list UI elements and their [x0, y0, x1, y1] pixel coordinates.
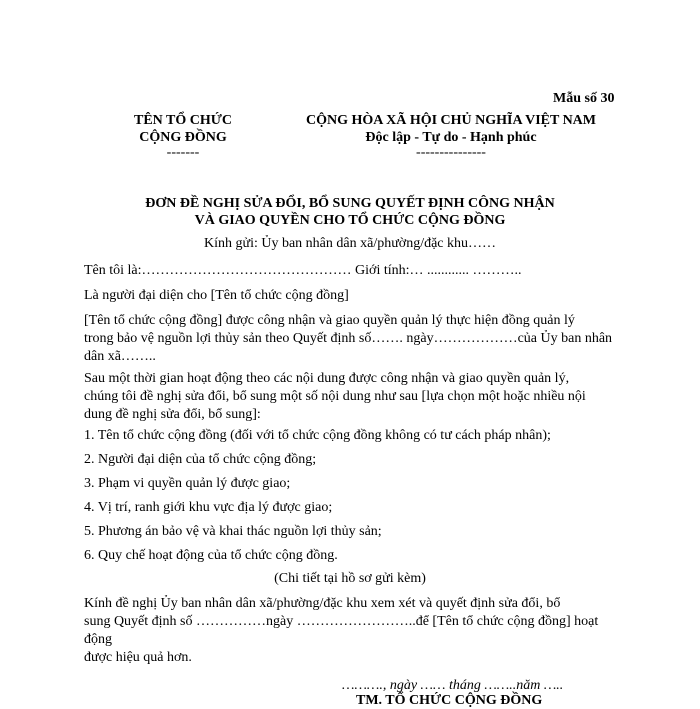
para2-line: Sau một thời gian hoạt động theo các nội dung được công nhận và giao quyền quản lý,	[84, 371, 570, 386]
list-item: 1. Tên tổ chức cộng đồng (đối với tổ chức cộng đồng không có tư cách pháp nhân);	[84, 428, 551, 443]
list-item: 5. Phương án bảo vệ và khai thác nguồn lợi thủy sản;	[84, 524, 382, 539]
org-name-line1: TÊN TỔ CHỨC	[133, 113, 232, 128]
para1-line: [Tên tổ chức cộng đồng] được công nhận và giao quyền quản lý thực hiện đồng quản lý	[84, 313, 575, 328]
name-line: Tên tôi là:……………………………………… Giới tính:… ............ ………..	[84, 263, 522, 278]
para2-line: dung đề nghị sửa đổi, bổ sung]:	[84, 407, 261, 422]
signature-title: TM. TỔ CHỨC CỘNG ĐỒNG	[356, 693, 543, 708]
list-item: 4. Vị trí, ranh giới khu vực địa lý được giao;	[84, 500, 333, 515]
org-rule: -------	[166, 145, 200, 160]
list-item: 2. Người đại diện của tổ chức cộng đồng;	[84, 452, 317, 467]
nation-name: CỘNG HÒA XÃ HỘI CHỦ NGHĨA VIỆT NAM	[305, 113, 596, 128]
title-line1: ĐƠN ĐỀ NGHỊ SỬA ĐỔI, BỔ SUNG QUYẾT ĐỊNH CÔNG NHẬN	[145, 196, 555, 211]
list-item: 6. Quy chế hoạt động của tổ chức cộng đồng.	[84, 548, 338, 563]
date-line: ………., ngày …… tháng ……..năm …..	[342, 678, 564, 693]
para3-line: được hiệu quả hơn.	[84, 650, 192, 665]
para2-line: chúng tôi đề nghị sửa đổi, bổ sung một số nội dung như sau [lựa chọn một hoặc nhiều nội	[84, 389, 586, 404]
paragraph-request	[84, 370, 624, 424]
para1-line: dân xã……..	[84, 349, 156, 364]
nation-rule: ---------------	[416, 145, 486, 160]
representative-line: Là người đại diện cho [Tên tổ chức cộng đồng]	[84, 288, 349, 303]
list-item: 3. Phạm vi quyền quản lý được giao;	[84, 476, 291, 491]
document-title	[50, 195, 650, 229]
org-name-line2: CỘNG ĐỒNG	[139, 130, 227, 145]
nation-header	[282, 112, 620, 160]
paragraph-recognition	[84, 312, 624, 366]
para1-line: trong bảo vệ nguồn lợi thủy sản theo Quyết định số……. ngày………………của Ủy ban nhân	[84, 331, 613, 346]
org-header	[98, 112, 268, 160]
para3-line: Kính đề nghị Ủy ban nhân dân xã/phường/đặc khu xem xét và quyết định sửa đổi, bổ	[84, 596, 561, 611]
nation-motto: Độc lập - Tự do - Hạnh phúc	[365, 130, 537, 145]
title-line2: VÀ GIAO QUYỀN CHO TỔ CHỨC CỘNG ĐỒNG	[194, 213, 506, 228]
para3-line: sung Quyết định số ……………ngày ……………………..để [Tên tổ chức cộng đồng] hoạt động	[84, 614, 599, 647]
recipient-line: Kính gửi: Ủy ban nhân dân xã/phường/đặc khu……	[203, 236, 497, 251]
attachment-note: (Chi tiết tại hồ sơ gửi kèm)	[274, 571, 426, 586]
form-number: Mẫu số 30	[553, 91, 615, 106]
paragraph-closing	[84, 595, 624, 667]
